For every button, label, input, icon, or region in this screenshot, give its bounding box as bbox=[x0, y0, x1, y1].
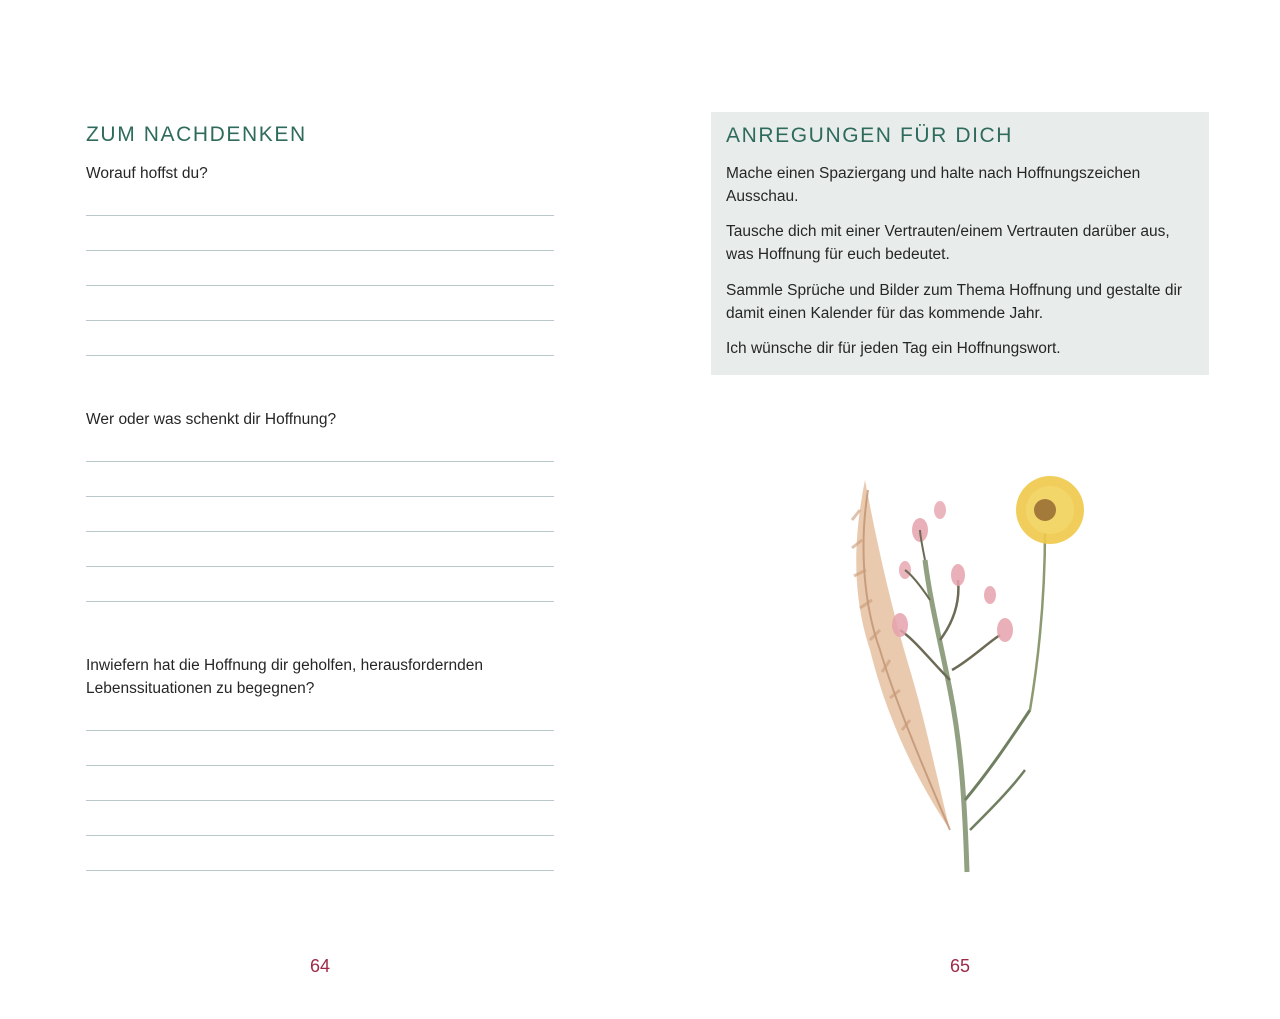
writing-line bbox=[86, 497, 554, 532]
suggestions-box bbox=[711, 112, 1209, 375]
suggestion-paragraph: Ich wünsche dir für jeden Tag ein Hoffnungswort. bbox=[726, 340, 1061, 357]
writing-line bbox=[86, 251, 554, 286]
writing-line bbox=[86, 181, 554, 216]
section-heading-suggestions: ANREGUNGEN FÜR DICH bbox=[726, 124, 1014, 147]
writing-line bbox=[86, 801, 554, 836]
right-page bbox=[640, 0, 1280, 1019]
question-2: Wer oder was schenkt dir Hoffnung? bbox=[86, 411, 337, 428]
writing-line bbox=[86, 766, 554, 801]
writing-line bbox=[86, 427, 554, 462]
writing-lines-2 bbox=[86, 427, 554, 602]
page-number-right: 65 bbox=[949, 956, 971, 976]
watercolor-flower-illustration bbox=[840, 470, 1100, 880]
writing-line bbox=[86, 321, 554, 356]
writing-line bbox=[86, 462, 554, 497]
writing-line bbox=[86, 216, 554, 251]
suggestion-paragraph: Tausche dich mit einer Vertrauten/einem Vertrauten darüber aus, was Hoffnung für euch bedeutet. bbox=[726, 223, 1170, 263]
writing-lines-3 bbox=[86, 696, 554, 871]
writing-line bbox=[86, 286, 554, 321]
writing-line bbox=[86, 567, 554, 602]
writing-line bbox=[86, 696, 554, 731]
suggestion-paragraph: Mache einen Spaziergang und halte nach Hoffnungszeichen Ausschau. bbox=[726, 165, 1141, 205]
writing-line bbox=[86, 532, 554, 567]
suggestion-paragraph: Sammle Sprüche und Bilder zum Thema Hoffnung und gestalte dir damit einen Kalender für das kommende Jahr. bbox=[726, 282, 1183, 322]
question-1: Worauf hoffst du? bbox=[86, 165, 208, 182]
writing-lines-1 bbox=[86, 181, 554, 356]
page-number-left: 64 bbox=[309, 956, 331, 976]
writing-line bbox=[86, 836, 554, 871]
question-3: Inwiefern hat die Hoffnung dir geholfen, herausfordernden Lebenssituationen zu begegnen? bbox=[86, 657, 483, 697]
section-heading-reflection: ZUM NACHDENKEN bbox=[86, 123, 307, 146]
writing-line bbox=[86, 731, 554, 766]
